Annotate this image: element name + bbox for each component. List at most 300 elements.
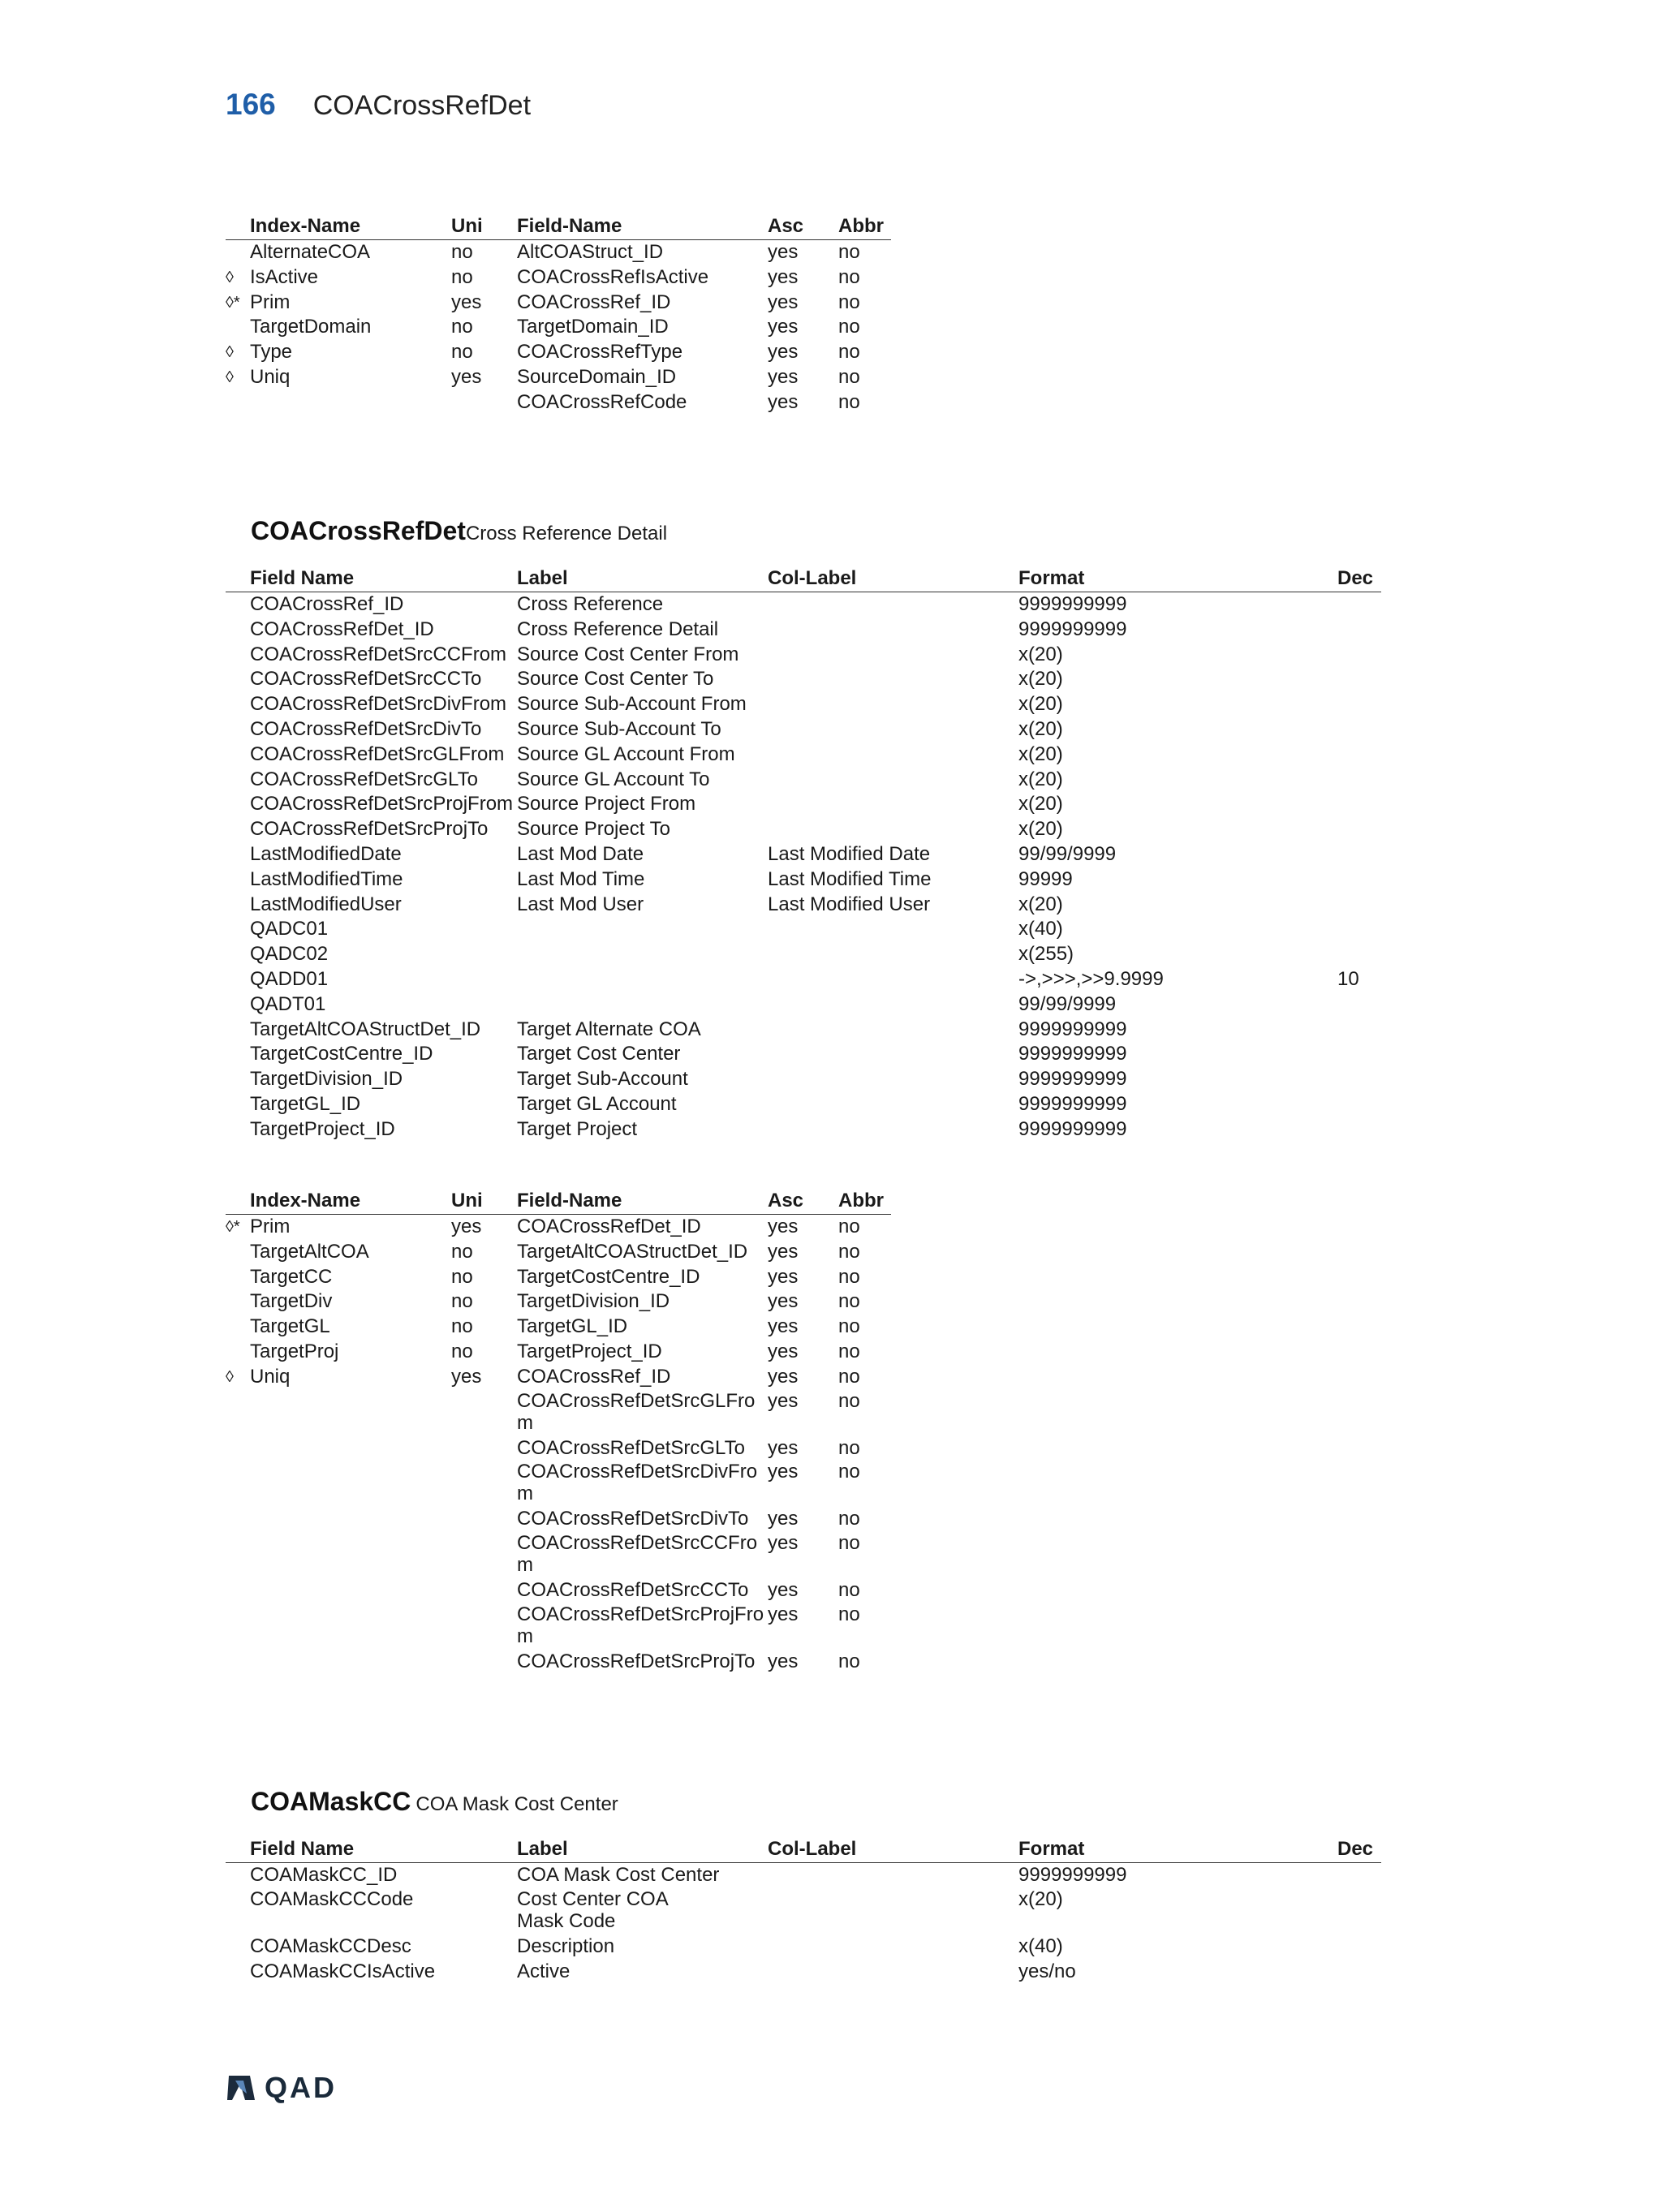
table-description: Cross Reference Detail — [465, 523, 668, 544]
field-name: TargetCostCentre_ID — [250, 1043, 433, 1065]
index-name: Prim — [250, 290, 291, 313]
index-name: AlternateCOA — [250, 241, 371, 263]
field-label: Active — [517, 1960, 571, 1982]
field-format: x(255) — [1018, 943, 1074, 966]
row-spacer — [226, 667, 250, 692]
row-spacer — [226, 692, 250, 717]
index-uni — [451, 1603, 517, 1650]
field-dec — [1337, 817, 1381, 842]
field-format: x(40) — [1018, 918, 1063, 940]
index-table-header — [226, 1189, 891, 1215]
row-spacer — [226, 1042, 250, 1067]
field-dec — [1337, 643, 1381, 668]
index-abbr: no — [838, 1650, 860, 1672]
table-row — [226, 1603, 891, 1650]
field-format: 9999999999 — [1018, 1018, 1127, 1040]
index-asc: yes — [768, 316, 799, 338]
qad-logo-text: QAD — [265, 2071, 337, 2104]
field-format: x(20) — [1018, 768, 1063, 790]
field-col-label — [768, 618, 1018, 643]
field-col-label — [768, 1888, 1018, 1934]
index-asc: yes — [768, 290, 799, 313]
dec-header: Dec — [1337, 1837, 1381, 1863]
index-marker — [226, 1265, 250, 1290]
table-row — [226, 692, 1381, 717]
row-spacer — [226, 893, 250, 918]
field-dec — [1337, 667, 1381, 692]
table-row — [226, 1365, 891, 1390]
table-row — [226, 1289, 891, 1315]
index-name — [250, 1436, 451, 1461]
index-marker — [226, 1240, 250, 1265]
label-header: Label — [517, 566, 768, 592]
field-format: x(20) — [1018, 1887, 1063, 1910]
index-name: Uniq — [250, 365, 291, 388]
table-row — [226, 1240, 891, 1265]
table-row — [226, 1265, 891, 1290]
field-name: COACrossRefDetSrcCCFrom — [250, 643, 507, 665]
field-table-1 — [226, 566, 1381, 1143]
index-abbr: no — [838, 316, 860, 338]
index-abbr: no — [838, 1461, 860, 1483]
index-abbr: no — [838, 265, 860, 288]
index-field: COACrossRefDetSrcGLTo — [517, 1436, 745, 1459]
table-row — [226, 817, 1381, 842]
field-label: Last Mod User — [517, 893, 644, 915]
index-name — [250, 1650, 451, 1675]
field-label: Source Project To — [517, 818, 670, 841]
index-field: COACrossRef_ID — [517, 290, 671, 313]
marker-header — [226, 214, 250, 240]
table-row — [226, 1960, 1381, 1985]
field-col-label — [768, 692, 1018, 717]
field-label: Source Cost Center To — [517, 668, 714, 691]
table-row — [226, 1340, 891, 1365]
field-dec — [1337, 992, 1381, 1018]
index-field: TargetAltCOAStructDet_ID — [517, 1240, 748, 1263]
field-name: COACrossRefDetSrcGLTo — [250, 768, 478, 790]
index-asc: yes — [768, 390, 799, 413]
field-label: Source Sub-Account From — [517, 693, 747, 716]
field-label: Cross Reference — [517, 593, 664, 615]
index-marker: ◊ — [226, 343, 234, 362]
field-dec — [1337, 842, 1381, 867]
field-format: x(20) — [1018, 893, 1063, 915]
field-format: 9999999999 — [1018, 593, 1127, 615]
index-uni — [451, 1461, 517, 1507]
index-abbr: no — [838, 1603, 860, 1625]
table-name: COAMaskCC — [251, 1787, 411, 1816]
row-spacer — [226, 917, 250, 942]
index-abbr: no — [838, 1508, 860, 1530]
field-dec — [1337, 893, 1381, 918]
table-row — [226, 265, 891, 290]
field-dec — [1337, 792, 1381, 817]
index-asc: yes — [768, 265, 799, 288]
row-spacer — [226, 618, 250, 643]
field-format: 9999999999 — [1018, 618, 1127, 640]
table-row — [226, 1863, 1381, 1888]
field-label: Source Sub-Account To — [517, 717, 721, 740]
table-row — [226, 340, 891, 365]
index-asc: yes — [768, 1389, 799, 1412]
row-spacer — [226, 1067, 250, 1092]
spacer-header — [226, 566, 250, 592]
index-uni: no — [451, 1315, 473, 1338]
field-name-header: Field-Name — [517, 1189, 768, 1215]
page-number: 166 — [226, 88, 276, 121]
index-asc: yes — [768, 1579, 799, 1602]
table-row — [226, 618, 1381, 643]
abbr-header: Abbr — [838, 1189, 891, 1215]
table-row — [226, 1215, 891, 1240]
index-marker — [226, 1436, 250, 1461]
index-uni — [451, 1532, 517, 1578]
index-marker — [226, 1315, 250, 1340]
row-spacer — [226, 717, 250, 742]
index-abbr: no — [838, 1315, 860, 1338]
table-row — [226, 893, 1381, 918]
index-abbr: no — [838, 290, 860, 313]
field-dec — [1337, 592, 1381, 618]
index-field: COACrossRefDetSrcGLFrom — [517, 1389, 756, 1434]
field-dec — [1337, 942, 1381, 967]
field-col-label — [768, 717, 1018, 742]
index-uni — [451, 1578, 517, 1603]
index-marker — [226, 1532, 250, 1578]
index-name-header: Index-Name — [250, 1189, 451, 1215]
index-marker — [226, 1340, 250, 1365]
field-format: 99999 — [1018, 867, 1073, 890]
table-row — [226, 967, 1381, 992]
index-name — [250, 1390, 451, 1436]
field-format: x(20) — [1018, 793, 1063, 816]
index-name: TargetCC — [250, 1265, 333, 1288]
table-row — [226, 842, 1381, 867]
field-label: Source GL Account From — [517, 742, 735, 765]
index-name-header: Index-Name — [250, 214, 451, 240]
index-name — [250, 1461, 451, 1507]
index-name: Uniq — [250, 1365, 291, 1388]
field-label — [517, 967, 768, 992]
row-spacer — [226, 867, 250, 893]
index-abbr: no — [838, 1216, 860, 1237]
field-dec — [1337, 1042, 1381, 1067]
index-abbr: no — [838, 1290, 860, 1313]
field-name: COACrossRefDetSrcGLFrom — [250, 742, 505, 765]
index-field: COACrossRefDetSrcDivTo — [517, 1508, 749, 1530]
field-name: COACrossRefDetSrcProjTo — [250, 818, 489, 841]
field-name: COACrossRefDetSrcDivFrom — [250, 693, 507, 716]
field-col-label — [768, 1018, 1018, 1043]
field-col-label — [768, 768, 1018, 793]
index-asc: yes — [768, 1290, 799, 1313]
row-spacer — [226, 1960, 250, 1985]
index-uni: yes — [451, 290, 482, 313]
row-spacer — [226, 792, 250, 817]
field-col-label — [768, 1092, 1018, 1117]
index-marker — [226, 1578, 250, 1603]
field-label: Last Mod Date — [517, 842, 644, 865]
field-table-2 — [226, 1837, 1381, 1984]
index-abbr: no — [838, 1579, 860, 1602]
field-label: Cross Reference Detail — [517, 618, 719, 640]
index-uni — [451, 1390, 517, 1436]
field-col-label — [768, 1117, 1018, 1143]
index-marker — [226, 315, 250, 340]
index-table-header — [226, 214, 891, 240]
table-row — [226, 1888, 1381, 1934]
index-abbr: no — [838, 1532, 860, 1555]
field-name: QADC01 — [250, 918, 329, 940]
field-format: 9999999999 — [1018, 1068, 1127, 1091]
field-dec — [1337, 692, 1381, 717]
index-marker: ◊ — [226, 1367, 234, 1386]
table-row — [226, 1650, 891, 1675]
field-dec — [1337, 1960, 1381, 1985]
row-spacer — [226, 842, 250, 867]
field-dec — [1337, 1018, 1381, 1043]
index-asc: yes — [768, 1436, 799, 1459]
asc-header: Asc — [768, 1189, 838, 1215]
index-abbr: no — [838, 241, 860, 263]
field-col-label — [768, 917, 1018, 942]
field-format: 99/99/9999 — [1018, 842, 1117, 865]
table-row — [226, 643, 1381, 668]
field-name-header: Field Name — [250, 566, 517, 592]
field-format: x(20) — [1018, 818, 1063, 841]
abbr-header: Abbr — [838, 214, 891, 240]
field-col-label: Last Modified Date — [768, 842, 931, 865]
index-name: TargetDiv — [250, 1290, 333, 1313]
row-spacer — [226, 942, 250, 967]
index-name: TargetGL — [250, 1315, 330, 1338]
qad-logo-icon — [226, 2074, 258, 2102]
table-row — [226, 1117, 1381, 1143]
index-asc: yes — [768, 1365, 799, 1388]
index-field: COACrossRefIsActive — [517, 265, 709, 288]
field-dec — [1337, 1067, 1381, 1092]
index-name: Type — [250, 341, 293, 364]
row-spacer — [226, 742, 250, 768]
index-name — [250, 1578, 451, 1603]
index-abbr: no — [838, 1265, 860, 1288]
table-row — [226, 1507, 891, 1532]
field-label — [517, 917, 768, 942]
index-marker — [226, 240, 250, 265]
index-uni: no — [451, 1240, 473, 1263]
table-row — [226, 667, 1381, 692]
field-col-label — [768, 817, 1018, 842]
index-marker: ◊* — [226, 293, 240, 312]
index-asc: yes — [768, 1650, 799, 1672]
table-row — [226, 1390, 891, 1436]
index-uni: no — [451, 341, 473, 364]
field-dec — [1337, 717, 1381, 742]
field-name: LastModifiedDate — [250, 842, 402, 865]
table-row — [226, 917, 1381, 942]
row-spacer — [226, 1934, 250, 1960]
field-name: COAMaskCC_ID — [250, 1864, 398, 1886]
row-spacer — [226, 1117, 250, 1143]
format-header: Format — [1018, 566, 1337, 592]
table-row — [226, 1578, 891, 1603]
field-dec — [1337, 1863, 1381, 1888]
uni-header: Uni — [451, 1189, 517, 1215]
index-field: COACrossRefDetSrcProjFrom — [517, 1603, 764, 1647]
index-table-1 — [226, 214, 891, 415]
field-label: Description — [517, 1934, 615, 1957]
row-spacer — [226, 592, 250, 618]
table-row — [226, 792, 1381, 817]
index-abbr: no — [838, 390, 860, 413]
field-col-label — [768, 1960, 1018, 1985]
label-header: Label — [517, 1837, 768, 1863]
index-field: COACrossRefDet_ID — [517, 1216, 701, 1237]
index-asc: yes — [768, 365, 799, 388]
field-dec — [1337, 618, 1381, 643]
index-field: TargetCostCentre_ID — [517, 1265, 700, 1288]
field-name: COACrossRefDetSrcCCTo — [250, 668, 482, 691]
index-table-2 — [226, 1189, 891, 1675]
index-marker — [226, 1507, 250, 1532]
field-format: x(20) — [1018, 693, 1063, 716]
row-spacer — [226, 1092, 250, 1117]
index-field: COACrossRefDetSrcCCFrom — [517, 1532, 758, 1577]
field-label: Last Mod Time — [517, 867, 645, 890]
field-format: x(20) — [1018, 742, 1063, 765]
table-row — [226, 240, 891, 265]
field-name: TargetAltCOAStructDet_ID — [250, 1018, 481, 1040]
index-field: COACrossRefType — [517, 341, 683, 364]
field-name: LastModifiedUser — [250, 893, 402, 915]
index-abbr: no — [838, 1340, 860, 1362]
field-name: LastModifiedTime — [250, 867, 403, 890]
table-row — [226, 942, 1381, 967]
index-name: TargetAltCOA — [250, 1240, 369, 1263]
col-label-header: Col-Label — [768, 1837, 1018, 1863]
table-row — [226, 290, 891, 316]
table-row — [226, 768, 1381, 793]
index-abbr: no — [838, 1240, 860, 1263]
field-format: x(20) — [1018, 717, 1063, 740]
index-asc: yes — [768, 1340, 799, 1362]
field-dec — [1337, 1117, 1381, 1143]
uni-header: Uni — [451, 214, 517, 240]
field-col-label — [768, 1863, 1018, 1888]
field-dec — [1337, 1934, 1381, 1960]
index-uni: no — [451, 265, 473, 288]
index-marker — [226, 1461, 250, 1507]
index-field: TargetProject_ID — [517, 1340, 662, 1362]
field-label: Target Cost Center — [517, 1043, 681, 1065]
index-name: IsActive — [250, 265, 319, 288]
field-name: COACrossRefDetSrcProjFrom — [250, 793, 514, 816]
index-marker — [226, 1390, 250, 1436]
index-asc: yes — [768, 1216, 799, 1237]
field-dec — [1337, 768, 1381, 793]
index-asc: yes — [768, 1265, 799, 1288]
field-name: TargetProject_ID — [250, 1117, 395, 1140]
table-row — [226, 1315, 891, 1340]
index-name — [250, 390, 451, 415]
index-marker — [226, 1650, 250, 1675]
index-field: TargetDivision_ID — [517, 1290, 670, 1313]
field-label: COA Mask Cost Center — [517, 1864, 720, 1886]
index-asc: yes — [768, 341, 799, 364]
index-uni: yes — [451, 1216, 482, 1237]
index-abbr: no — [838, 341, 860, 364]
field-format: x(40) — [1018, 1934, 1063, 1957]
field-name: COAMaskCCIsActive — [250, 1960, 436, 1982]
index-uni: no — [451, 241, 473, 263]
index-uni: no — [451, 1265, 473, 1288]
row-spacer — [226, 1018, 250, 1043]
table-row — [226, 315, 891, 340]
index-abbr: no — [838, 1436, 860, 1459]
index-field: TargetDomain_ID — [517, 316, 669, 338]
table-row — [226, 1042, 1381, 1067]
col-label-header: Col-Label — [768, 566, 1018, 592]
row-spacer — [226, 817, 250, 842]
field-format: x(20) — [1018, 643, 1063, 665]
qad-logo — [226, 2071, 337, 2105]
index-name: TargetProj — [250, 1340, 339, 1362]
field-format: 9999999999 — [1018, 1117, 1127, 1140]
index-asc: yes — [768, 1508, 799, 1530]
field-label — [517, 942, 768, 967]
row-spacer — [226, 768, 250, 793]
index-asc: yes — [768, 1603, 799, 1625]
field-label: Target Alternate COA — [517, 1018, 701, 1040]
field-name-header: Field-Name — [517, 214, 768, 240]
table-row — [226, 1532, 891, 1578]
index-asc: yes — [768, 1315, 799, 1338]
index-field: COACrossRefCode — [517, 390, 687, 413]
page-title: COACrossRefDet — [312, 90, 532, 121]
index-name — [250, 1603, 451, 1650]
table-row — [226, 867, 1381, 893]
index-asc: yes — [768, 1532, 799, 1555]
field-col-label — [768, 942, 1018, 967]
field-label: Source GL Account To — [517, 768, 710, 790]
index-uni: no — [451, 1290, 473, 1313]
index-uni: yes — [451, 1365, 482, 1388]
field-col-label — [768, 967, 1018, 992]
index-uni — [451, 390, 517, 415]
field-col-label — [768, 643, 1018, 668]
field-name-header: Field Name — [250, 1837, 517, 1863]
table-row — [226, 1018, 1381, 1043]
field-label: Target Sub-Account — [517, 1068, 688, 1091]
field-format: 9999999999 — [1018, 1043, 1127, 1065]
table-row — [226, 1461, 891, 1507]
field-name: QADT01 — [250, 992, 326, 1015]
field-dec — [1337, 1888, 1381, 1934]
table-row — [226, 717, 1381, 742]
field-name: TargetGL_ID — [250, 1092, 361, 1115]
field-col-label: Last Modified User — [768, 893, 931, 915]
row-spacer — [226, 967, 250, 992]
table-row — [226, 365, 891, 390]
index-marker: ◊ — [226, 268, 234, 286]
index-asc: yes — [768, 1240, 799, 1263]
table-name: COACrossRefDet — [251, 516, 466, 545]
field-col-label — [768, 1934, 1018, 1960]
index-asc: yes — [768, 1461, 799, 1483]
index-uni: no — [451, 1340, 473, 1362]
table-row — [226, 1436, 891, 1461]
